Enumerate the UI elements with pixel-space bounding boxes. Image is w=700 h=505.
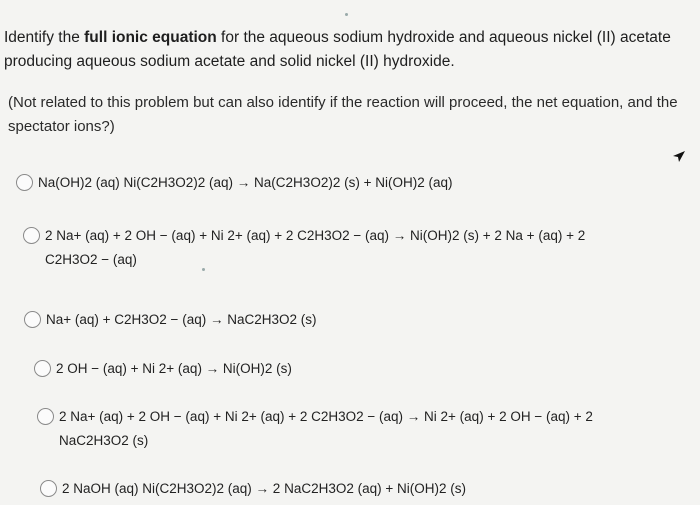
- question-emphasis: full ionic equation: [84, 29, 217, 46]
- radio-button-icon[interactable]: [23, 227, 40, 244]
- answer-option-1-label: Na(OH)2 (aq) Ni(C2H3O2)2 (aq) → Na(C2H3O2)2 (s) + Ni(OH)2 (aq): [38, 175, 453, 190]
- mouse-pointer-icon: [672, 150, 686, 164]
- answer-option-5-label: 2 Na+ (aq) + 2 OH − (aq) + Ni 2+ (aq) + 2 C2H3O2 − (aq) → Ni 2+ (aq) + 2 OH − (aq) + 2 NaC2H3O2 (s): [59, 409, 593, 448]
- answer-option-2[interactable]: [23, 224, 605, 272]
- stray-dot: [345, 13, 348, 16]
- answer-option-4[interactable]: [34, 357, 616, 381]
- question-prefix: Identify the: [4, 29, 85, 46]
- radio-button-icon[interactable]: [16, 174, 33, 191]
- radio-button-icon[interactable]: [40, 480, 57, 497]
- answer-option-3[interactable]: [24, 308, 606, 332]
- answer-option-2-label: 2 Na+ (aq) + 2 OH − (aq) + Ni 2+ (aq) + 2 C2H3O2 − (aq) → Ni(OH)2 (s) + 2 Na + (aq) + 2 C2H3O2 − (aq): [45, 228, 586, 267]
- answer-option-5[interactable]: [37, 405, 619, 453]
- radio-button-icon[interactable]: [37, 408, 54, 425]
- answer-option-3-label: Na+ (aq) + C2H3O2 − (aq) → NaC2H3O2 (s): [46, 312, 317, 327]
- radio-button-icon[interactable]: [24, 311, 41, 328]
- answer-option-6[interactable]: [40, 477, 622, 501]
- question-text: [4, 26, 694, 74]
- question-note: (Not related to this problem but can also identify if the reaction will proceed, the net equation, and the spectator ions?): [8, 94, 678, 135]
- answer-option-1[interactable]: [16, 171, 598, 195]
- radio-button-icon[interactable]: [34, 360, 51, 377]
- question-suffix: for the aqueous sodium hydroxide and aqueous nickel (II) acetate producing aqueous sodium acetate and solid nickel (II) hydroxide.: [4, 29, 671, 70]
- stray-dot: [202, 268, 205, 271]
- answer-option-6-label: 2 NaOH (aq) Ni(C2H3O2)2 (aq) → 2 NaC2H3O2 (aq) + Ni(OH)2 (s): [62, 481, 466, 496]
- answer-option-4-label: 2 OH − (aq) + Ni 2+ (aq) → Ni(OH)2 (s): [56, 361, 292, 376]
